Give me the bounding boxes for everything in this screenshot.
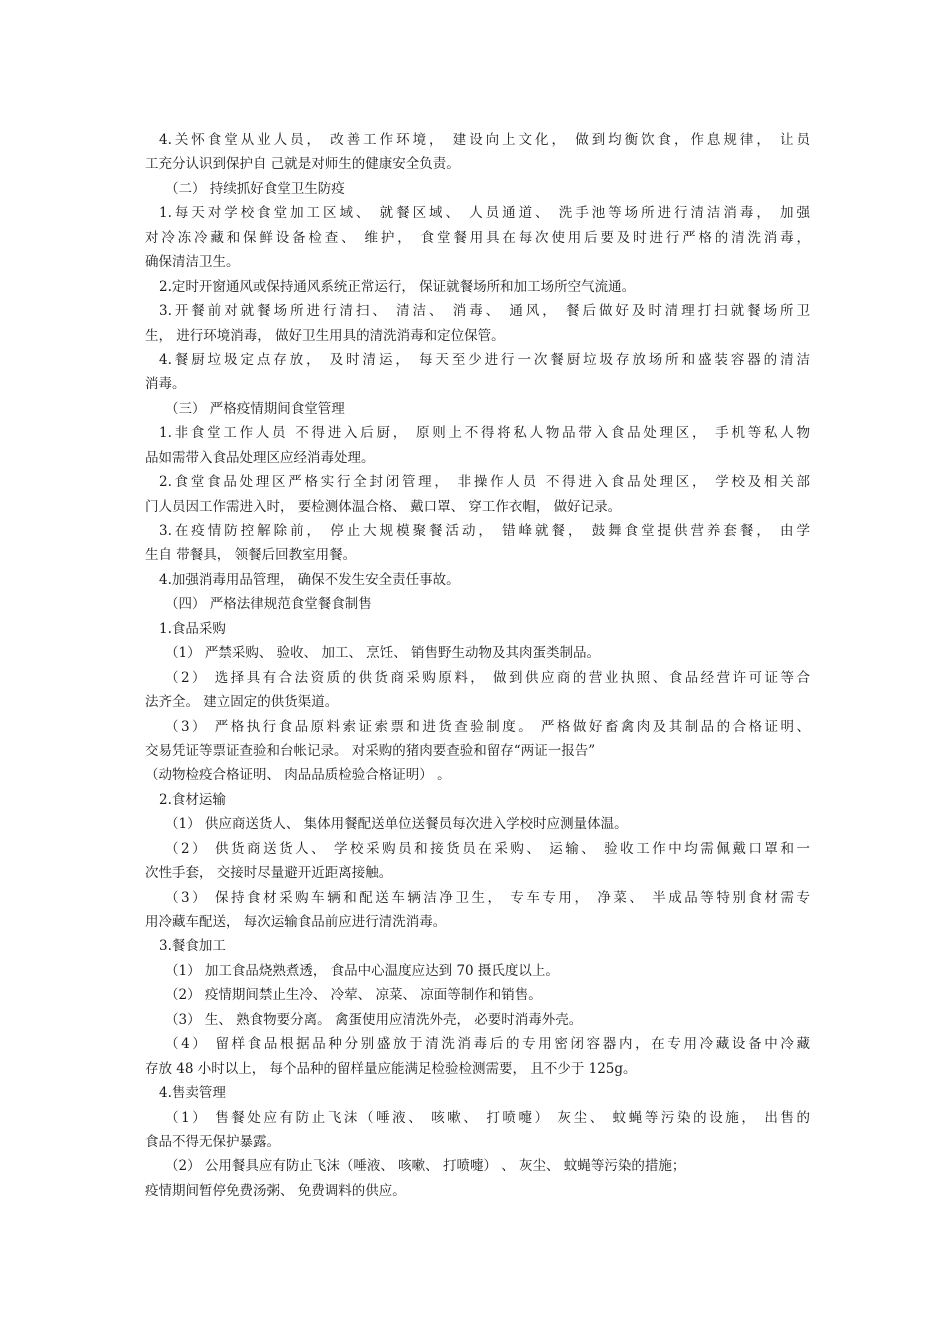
text-line: 3.开餐前对就餐场所进行清扫、 清洁、 消毒、 通风， 餐后做好及时清理打扫就餐场所卫 — [159, 303, 810, 320]
text-line: （1） 售餐处应有防止飞沫（唾液、 咳嗽、 打喷嚏） 灰尘、 蚊蝇等污染的设施， 出售的 — [165, 1109, 810, 1126]
text-line: 疫情期间暂停免费汤粥、 免费调料的供应。 — [145, 1182, 406, 1199]
text-line: （1） 严禁采购、 验收、 加工、 烹饪、 销售野生动物及其肉蛋类制品。 — [165, 645, 601, 662]
text-line: 3.餐食加工 — [159, 938, 226, 955]
text-line: 生自 带餐具， 领餐后回教室用餐。 — [145, 547, 357, 564]
text-line: 食品不得无保护暴露。 — [145, 1133, 280, 1150]
text-line: 4.关怀食堂从业人员， 改善工作环境， 建设向上文化， 做到均衡饮食，作息规律， 让员 — [159, 132, 810, 148]
text-line: （1） 供应商送货人、 集体用餐配送单位送餐员每次进入学校时应测量体温。 — [165, 816, 628, 833]
text-line: 4.售卖管理 — [159, 1085, 226, 1102]
text-line: 品如需带入食品处理区应经消毒处理。 — [145, 449, 375, 466]
text-line: （3） 保持食材采购车辆和配送车辆洁净卫生， 专车专用， 净菜、 半成品等特别食材需专 — [165, 889, 810, 906]
text-line: 存放 48 小时以上， 每个品种的留样量应能满足检验检测需要， 且不少于 125g。 — [145, 1060, 637, 1077]
text-line: 2.定时开窗通风或保持通风系统正常运行， 保证就餐场所和加工场所空气流通。 — [159, 278, 636, 295]
text-line: 消毒。 — [145, 376, 186, 393]
text-line: （2） 公用餐具应有防止飞沫（唾液、 咳嗽、 打喷嚏） 、 灰尘、 蚊蝇等污染的措施； — [165, 1158, 686, 1175]
text-line: 交易凭证等票证查验和台帐记录。 对采购的猪肉要查验和留存“两证一报告” — [145, 742, 596, 759]
text-line: 1.每天对学校食堂加工区域、 就餐区域、 人员通道、 洗手池等场所进行清洁消毒， 加强 — [159, 205, 810, 222]
text-line: （三） 严格疫情期间食堂管理 — [165, 400, 345, 417]
text-line: （四） 严格法律规范食堂餐食制售 — [165, 596, 372, 613]
text-line: 生， 进行环境消毒， 做好卫生用具的清洗消毒和定位保管。 — [145, 327, 505, 344]
document-body — [145, 128, 810, 1203]
text-line: 门人员因工作需进入时， 要检测体温合格、 戴口罩、 穿工作衣帽， 做好记录。 — [145, 498, 622, 515]
text-line: 法齐全。 建立固定的供货渠道。 — [145, 694, 339, 711]
text-line: 4.餐厨垃圾定点存放， 及时清运， 每天至少进行一次餐厨垃圾存放场所和盛装容器的清洁 — [159, 351, 810, 368]
text-line: 3.在疫情防控解除前， 停止大规模聚餐活动， 错峰就餐， 鼓舞食堂提供营养套餐， 由学 — [159, 523, 810, 539]
text-line: 4.加强消毒用品管理， 确保不发生安全责任事故。 — [159, 571, 460, 588]
text-line: 1.食品采购 — [159, 620, 226, 637]
text-line: 确保清洁卫生。 — [145, 254, 240, 271]
text-line: （动物检疫合格证明、 肉品品质检验合格证明） 。 — [145, 767, 451, 784]
text-line: （1） 加工食品烧熟煮透， 食品中心温度应达到 70 摄氏度以上。 — [165, 962, 559, 979]
text-line: （3） 生、 熟食物要分离。 禽蛋使用应清洗外壳， 必要时消毒外壳。 — [165, 1011, 583, 1028]
text-line: 次性手套， 交接时尽量避开近距离接触。 — [145, 865, 393, 882]
text-line: （4） 留样食品根据品种分别盛放于清洗消毒后的专用密闭容器内，在专用冷藏设备中冷藏 — [165, 1036, 810, 1053]
text-line: 对冷冻冷藏和保鲜设备检查、 维护， 食堂餐用具在每次使用后要及时进行严格的清洗消毒， — [145, 229, 810, 246]
text-line: （2） 疫情期间禁止生冷、 冷荤、 凉菜、 凉面等制作和销售。 — [165, 987, 542, 1004]
text-line: （二） 持续抓好食堂卫生防疫 — [165, 180, 345, 197]
text-line: 用冷藏车配送， 每次运输食品前应进行清洗消毒。 — [145, 914, 447, 930]
text-line: 工充分认识到保护自 己就是对师生的健康安全负责。 — [145, 156, 460, 173]
text-line: （3） 严格执行食品原料索证索票和进货查验制度。 严格做好畜禽肉及其制品的合格证明、 — [165, 718, 810, 735]
text-line: （2） 选择具有合法资质的供货商采购原料， 做到供应商的营业执照、食品经营许可证等合 — [165, 669, 810, 686]
text-line: 2.食材运输 — [159, 791, 226, 808]
text-line: 1.非食堂工作人员 不得进入后厨， 原则上不得将私人物品带入食品处理区， 手机等私人物 — [159, 425, 810, 442]
text-line: （2） 供货商送货人、 学校采购员和接货员在采购、 运输、 验收工作中均需佩戴口罩和一 — [165, 840, 810, 857]
text-line: 2.食堂食品处理区严格实行全封闭管理， 非操作人员 不得进入食品处理区， 学校及相关部 — [159, 474, 810, 491]
